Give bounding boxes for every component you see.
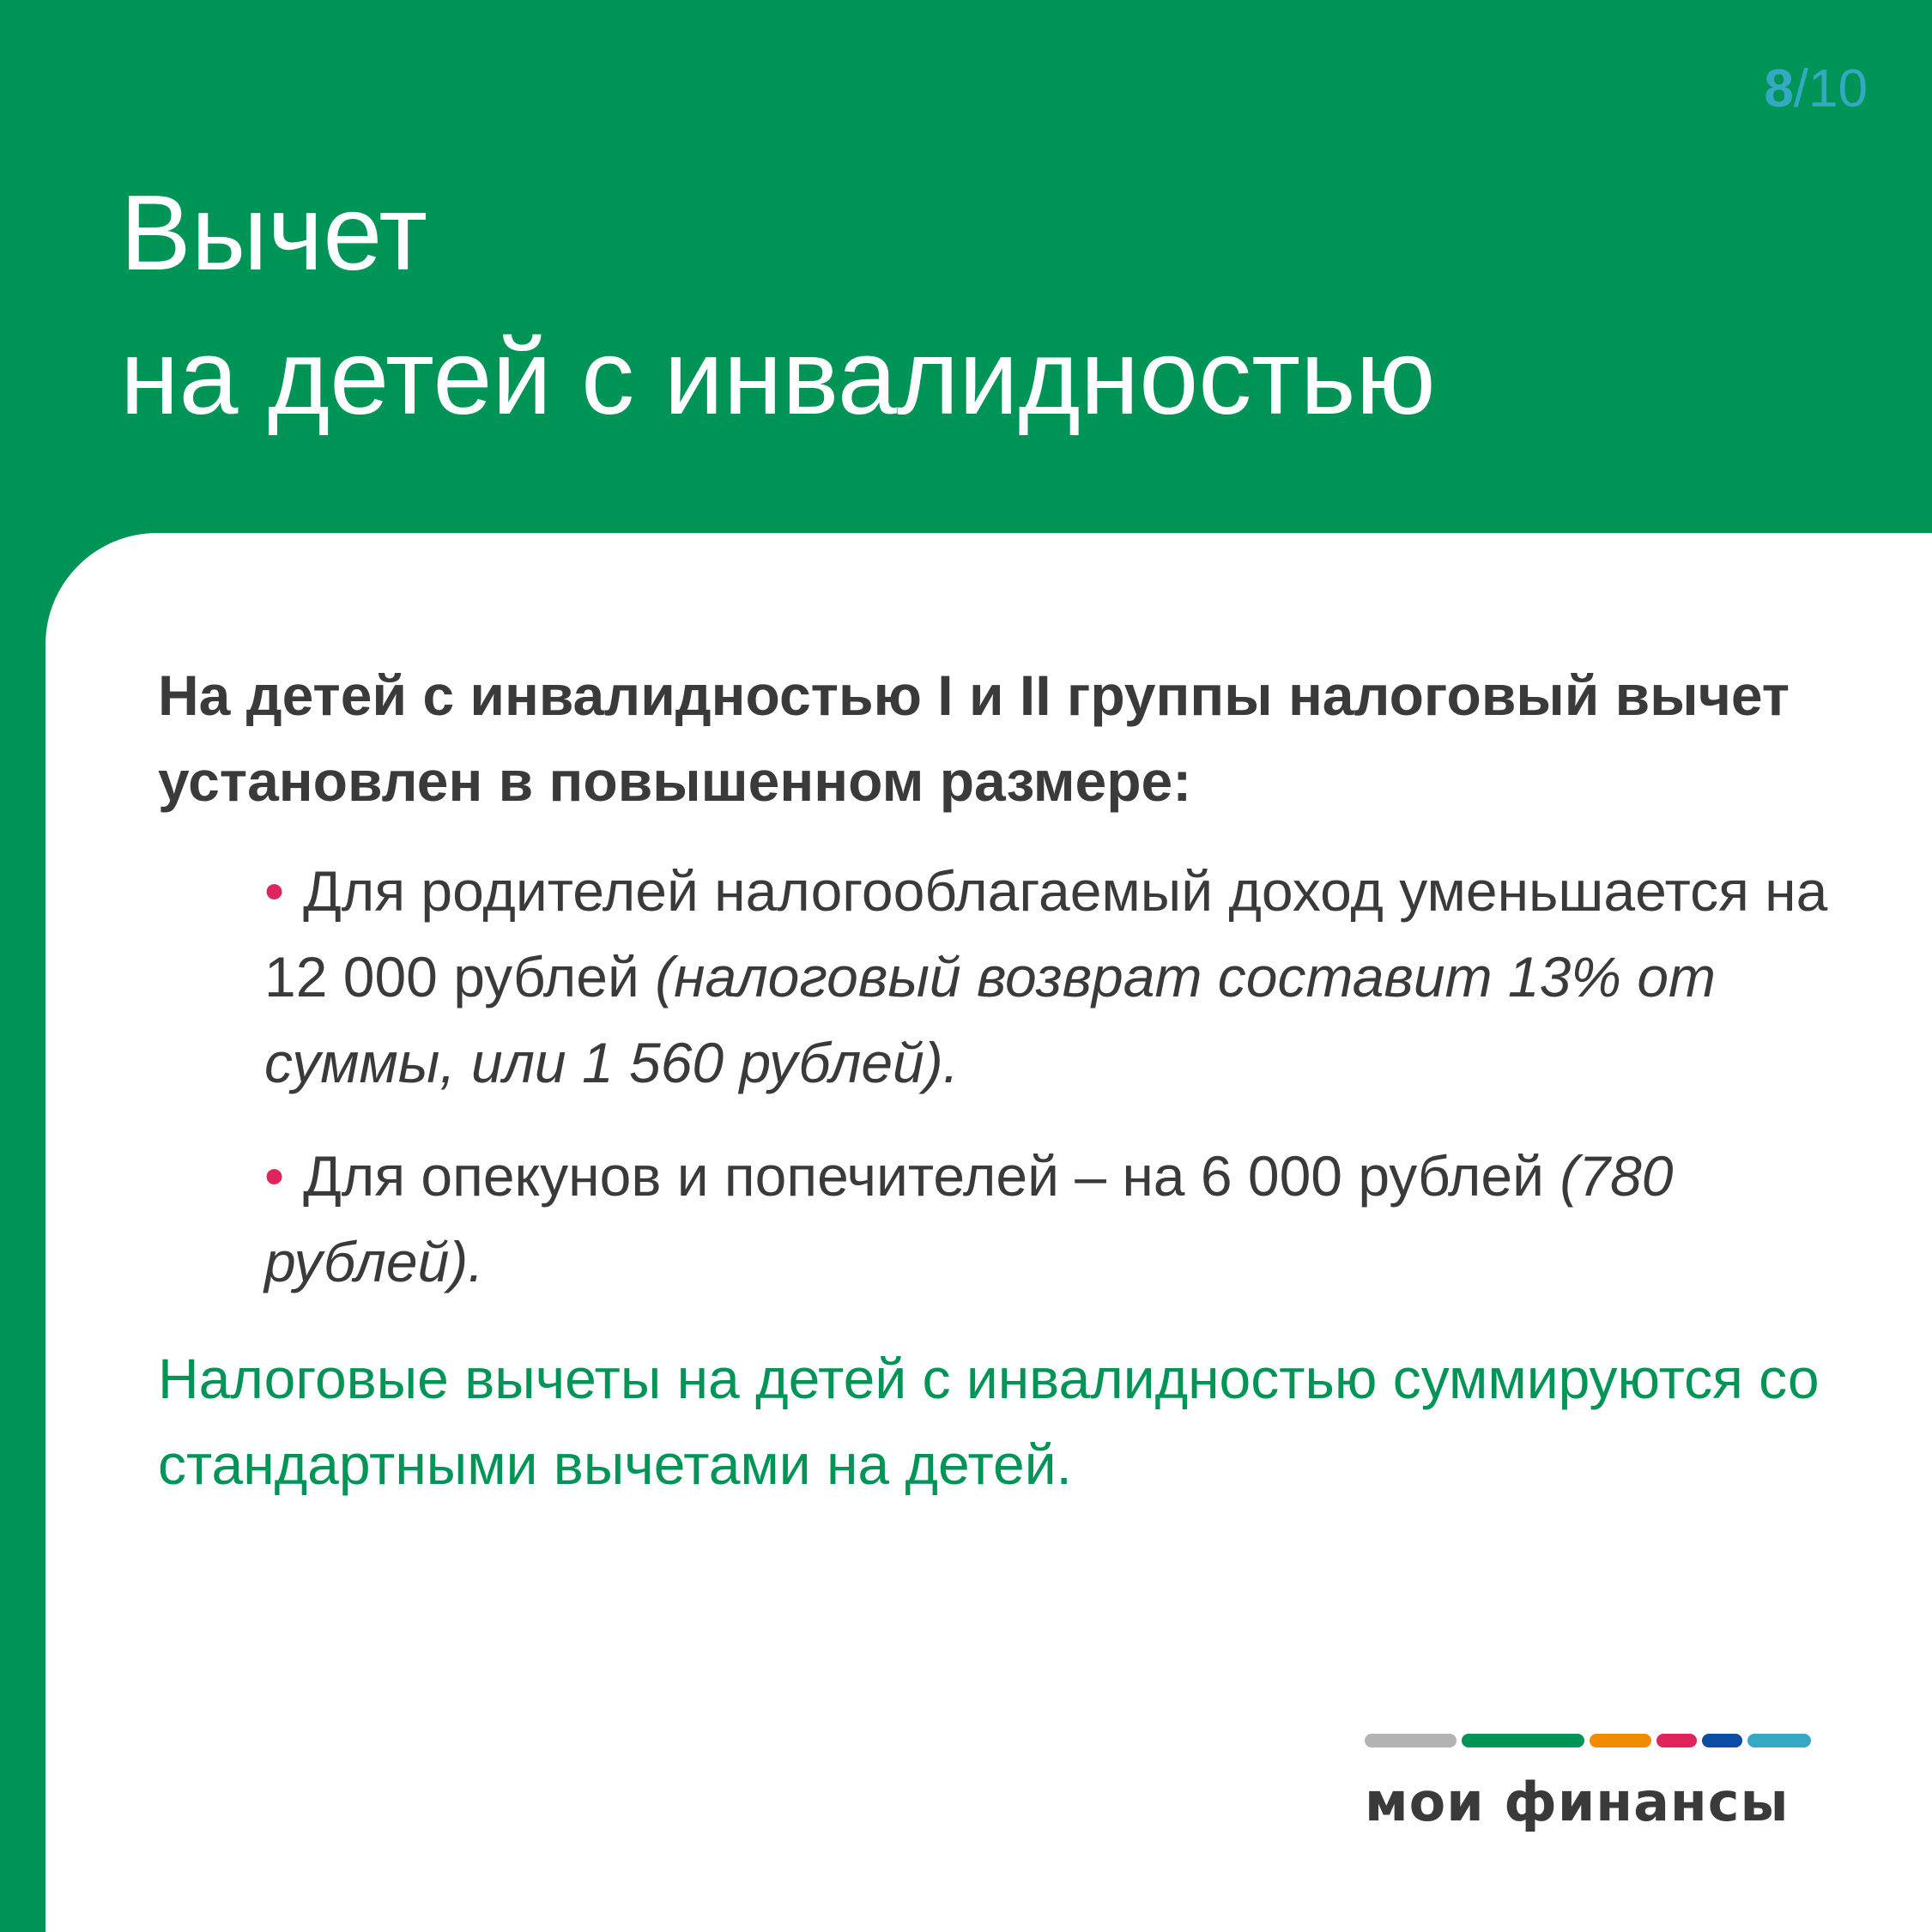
brand-logo: [1365, 1734, 1811, 1835]
bullet-dot-icon: •: [264, 859, 285, 923]
bullet-dot-icon: •: [264, 1144, 285, 1208]
page-title: [120, 161, 1751, 450]
page-counter-separator: /: [1793, 59, 1809, 118]
page-title-line-2: на детей с инвалидностью: [120, 318, 1436, 437]
bullet-text: Для опекунов и попечителей – на 6 000 рублей: [303, 1144, 1544, 1208]
bullet-note: (780 рублей).: [264, 1144, 1674, 1293]
page-counter: [1764, 58, 1868, 120]
logo-bar-segment: [1365, 1734, 1457, 1747]
logo-bar-segment: [1590, 1734, 1651, 1747]
page-counter-total: 10: [1808, 59, 1868, 118]
logo-bar-segment: [1656, 1734, 1697, 1747]
logo-bar-segment: [1747, 1734, 1811, 1747]
list-item: [264, 1133, 1895, 1305]
list-item: [264, 848, 1895, 1105]
logo-text: мои финансы: [1365, 1771, 1790, 1833]
bullet-note: (налоговый возврат составит 13% от суммы, или 1 560 рублей).: [264, 945, 1717, 1094]
summary-note: Налоговые вычеты на детей с инвалидностью суммируются со стандартными вычетами на детей.: [158, 1347, 1820, 1496]
intro-text: На детей с инвалидностью I и II группы налоговый вычет установлен в повышенном размере:: [158, 663, 1790, 813]
page-title-line-1: Вычет: [120, 174, 428, 293]
logo-bar-segment: [1702, 1734, 1742, 1747]
bullet-list: [264, 848, 1895, 1332]
logo-color-bar: [1365, 1734, 1811, 1747]
logo-bar-segment: [1462, 1734, 1584, 1747]
bullet-text: Для родителей налогооблагаемый доход уменьшается на 12 000 рублей: [264, 859, 1828, 1008]
page-counter-current: 8: [1764, 59, 1794, 118]
